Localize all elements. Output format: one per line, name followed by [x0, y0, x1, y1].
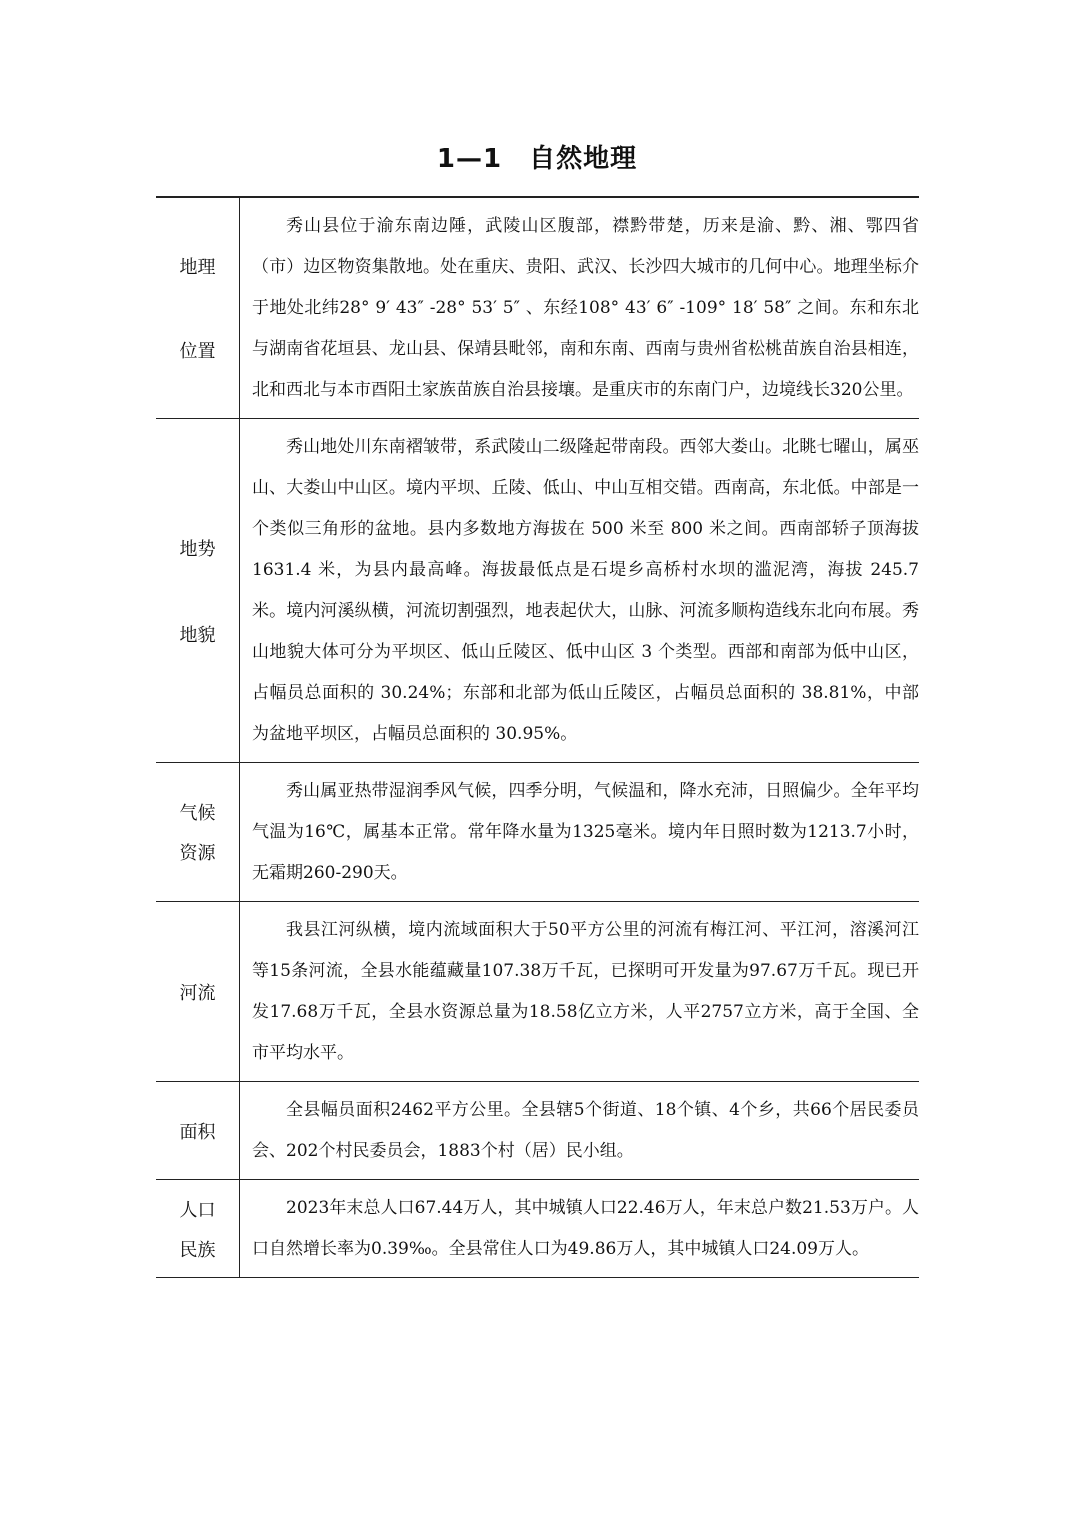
row-text: 秀山属亚热带湿润季风气候，四季分明，气候温和，降水充沛，日照偏少。全年平均气温为16℃，属基本正常。常年降水量为1325毫米。境内年日照时数为1213.7小时，无霜期260-290天。	[252, 781, 919, 883]
row-label	[156, 763, 240, 902]
row-label	[156, 902, 240, 1082]
row-label-line: 人口	[179, 1199, 216, 1221]
row-label-line: 地理	[179, 257, 216, 278]
row-label-line: 民族	[179, 1239, 216, 1261]
row-label-line: 地势	[179, 538, 216, 560]
row-label	[156, 419, 240, 763]
row-label-line: 气候	[179, 803, 216, 824]
row-text: 秀山县位于渝东南边陲，武陵山区腹部，襟黔带楚，历来是渝、黔、湘、鄂四省（市）边区物资集散地。处在重庆、贵阳、武汉、长沙四大城市的几何中心。地理坐标介于地处北纬28° 9′ 43″ -28° 53′ 5″ 、东经108° 43′ 6″ -109° 18′ 58″ 之间。东和东北与湖南省花垣县、龙山县、保靖县毗邻，南和东南、西南与贵州省松桃苗族自治县相连，北和西北与本市酉阳土家族苗族自治县接壤。是重庆市的东南门户，边境线长320公里。	[252, 216, 919, 400]
table-row	[156, 419, 919, 763]
table-row	[156, 1180, 919, 1278]
table-row	[156, 763, 919, 902]
row-text: 全县幅员面积2462平方公里。全县辖5个街道、18个镇、4个乡，共66个居民委员会、202个村民委员会，1883个村（居）民小组。	[252, 1100, 919, 1161]
row-text: 秀山地处川东南褶皱带，系武陵山二级隆起带南段。西邻大娄山。北眺七曜山，属巫山、大娄山中山区。境内平坝、丘陵、低山、中山互相交错。西南高，东北低。中部是一个类似三角形的盆地。县内多数地方海拔在 500 米至 800 米之间。西南部轿子顶海拔 1631.4 米，为县内最高峰。海拔最低点是石堤乡高桥村水坝的滥泥湾，海拔 245.7 米。境内河溪纵横，河流切割强烈，地表起伏大，山脉、河流多顺构造线东北向布展。秀山地貌大体可分为平坝区、低山丘陵区、低中山区 3 个类型。西部和南部为低中山区，占幅员总面积的 30.24%；东部和北部为低山丘陵区，占幅员总面积的 38.81%，中部为盆地平坝区，占幅员总面积的 30.95%。	[252, 437, 919, 744]
page-title: 1—1 自然地理	[436, 144, 638, 174]
natural-geography-table	[156, 196, 919, 1278]
row-label	[156, 197, 240, 419]
row-label-line: 河流	[179, 982, 216, 1004]
table-row	[156, 1082, 919, 1180]
table-row	[156, 197, 919, 419]
row-label	[156, 1180, 240, 1278]
row-label-line: 地貌	[179, 624, 216, 646]
row-label	[156, 1082, 240, 1180]
row-text: 2023年末总人口67.44万人，其中城镇人口22.46万人，年末总户数21.53万户。人口自然增长率为0.39‰。全县常住人口为49.86万人，其中城镇人口24.09万人。	[252, 1198, 919, 1259]
table-row	[156, 902, 919, 1082]
row-label-line: 位置	[179, 341, 216, 362]
row-text: 我县江河纵横，境内流域面积大于50平方公里的河流有梅江河、平江河，溶溪河江等15条河流，全县水能蕴藏量107.38万千瓦，已探明可开发量为97.67万千瓦。现已开发17.68万千瓦，全县水资源总量为18.58亿立方米，人平2757立方米，高于全国、全市平均水平。	[252, 920, 919, 1063]
row-label-line: 资源	[179, 843, 216, 864]
row-label-line: 面积	[179, 1121, 216, 1143]
